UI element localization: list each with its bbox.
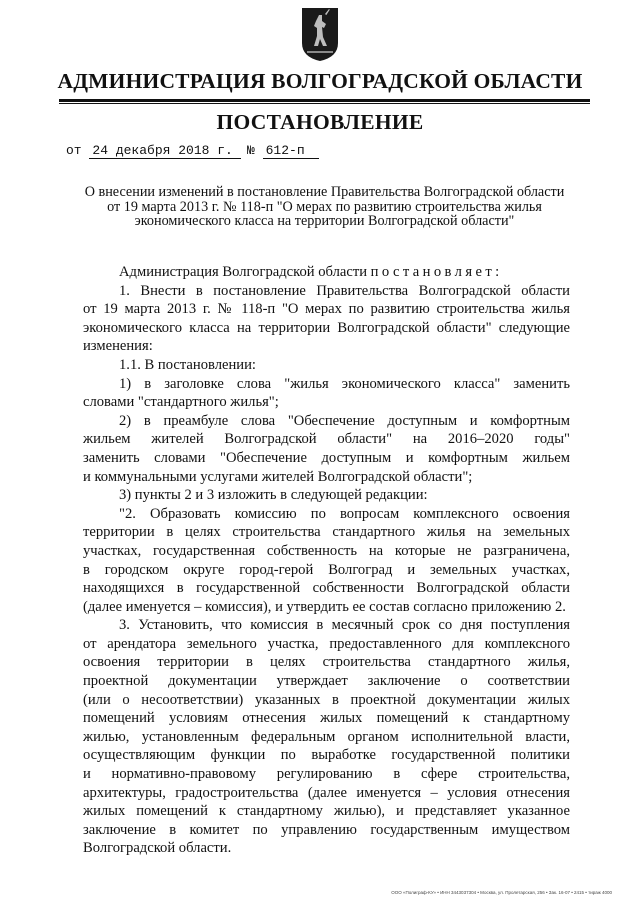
body-line: жилью, установленным федеральным органом исполнительной власти, [83, 728, 570, 745]
decree-intro-text: Администрация Волгоградской области [119, 264, 368, 280]
coat-of-arms-emblem [299, 5, 341, 63]
decree-intro [83, 263, 570, 282]
subject-line: экономического класса на территории Волгоградской области" [134, 213, 515, 229]
body-line: 2) в преамбуле слова "Обеспечение доступным и комфортным [119, 412, 570, 429]
body-line: 1.1. В постановлении: [119, 356, 256, 373]
body-line: (далее именуется – комиссия), и утвердить ее состав согласно приложению 2. [83, 598, 566, 615]
number-label: № [247, 143, 255, 158]
body-line: и нормативно-правовому регулированию в сфере строительства, [83, 766, 570, 783]
printer-imprint: ООО «Полиграф-КУ» • ИНН 3443037304 • Москва, ул. Пролетарская, 256 • Зак. 16-07 • 2415 • тираж 4000 [391, 890, 612, 895]
body-line: жильем жителей Волгоградской области" на 2016–2020 годы" [83, 431, 570, 448]
body-line: осуществляющим функции по выработке государственной политики [83, 747, 570, 764]
body-line: изменения: [83, 338, 153, 355]
body-line: освоения территории в целях строительства стандартного жилья, [83, 654, 570, 671]
body-line: (или о несоответствии) указанных в проектной документации жилых [83, 691, 570, 708]
header-rule-thin [59, 103, 590, 104]
body-line: заменить словами "Обеспечение доступным и комфортным жильем [83, 449, 570, 466]
body-line: участках, государственная собственность на которые не разграничена, [83, 542, 570, 559]
body-line: жилых помещений к стандартному жилью), и представляет указанное [83, 803, 570, 820]
body-line: территории в целях строительства стандартного жилья на земельных [83, 524, 570, 541]
subject-line: от 19 марта 2013 г. № 118-п "О мерах по развитию строительства жилья [107, 198, 542, 215]
number-value: 612-п [263, 144, 319, 159]
body-line: экономического класса на территории Волгоградской области" следующие [83, 319, 570, 336]
body-line: 3) пункты 2 и 3 изложить в следующей редакции: [119, 487, 428, 504]
body-line: от 19 марта 2013 г. № 118-п "О мерах по развитию строительства жилья [83, 301, 570, 318]
number-field [247, 143, 319, 159]
body-line: словами "стандартного жилья"; [83, 394, 279, 411]
body-line: "2. Образовать комиссию по вопросам комплексного освоения [119, 505, 570, 522]
body-line: находящихся в государственной собственности Волгоградской области [83, 580, 570, 597]
document-body [83, 263, 570, 858]
decree-word: постановляет: [370, 264, 503, 280]
date-value: 24 декабря 2018 г. [89, 144, 241, 159]
body-line: помещений условиям отнесения жилых помещений к стандартному [83, 710, 570, 727]
organization-title: АДМИНИСТРАЦИЯ ВОЛГОГРАДСКОЙ ОБЛАСТИ [57, 69, 583, 93]
date-label: от [66, 143, 82, 158]
body-line: в городском округе город-герой Волгоград и земельных участках, [83, 561, 570, 578]
body-line: 3. Установить, что комиссия в месячный срок со дня поступления [119, 617, 570, 634]
date-field [66, 143, 241, 159]
body-line: 1. Внести в постановление Правительства Волгоградской области [119, 282, 570, 299]
body-line: и коммунальными услугами жителей Волгоградской области"; [83, 468, 473, 485]
document-subject [59, 185, 590, 229]
body-line: Волгоградской области. [83, 840, 232, 857]
document-type-title: ПОСТАНОВЛЕНИЕ [216, 110, 424, 134]
header-rule-thick [59, 99, 590, 102]
body-line: от арендатора земельного участка, предоставленного для комплексного [83, 635, 570, 652]
body-line: архитектуры, градостроительства (далее именуется – условия отнесения [83, 784, 570, 801]
body-line: 1) в заголовке слова "жилья экономического класса" заменить [119, 375, 570, 392]
body-line: проектной документации утверждает заключение о соответствии [83, 673, 570, 690]
body-line: заключение в комитет по управлению государственным имуществом [83, 821, 570, 838]
subject-line: О внесении изменений в постановление Правительства Волгоградской области [84, 184, 565, 200]
